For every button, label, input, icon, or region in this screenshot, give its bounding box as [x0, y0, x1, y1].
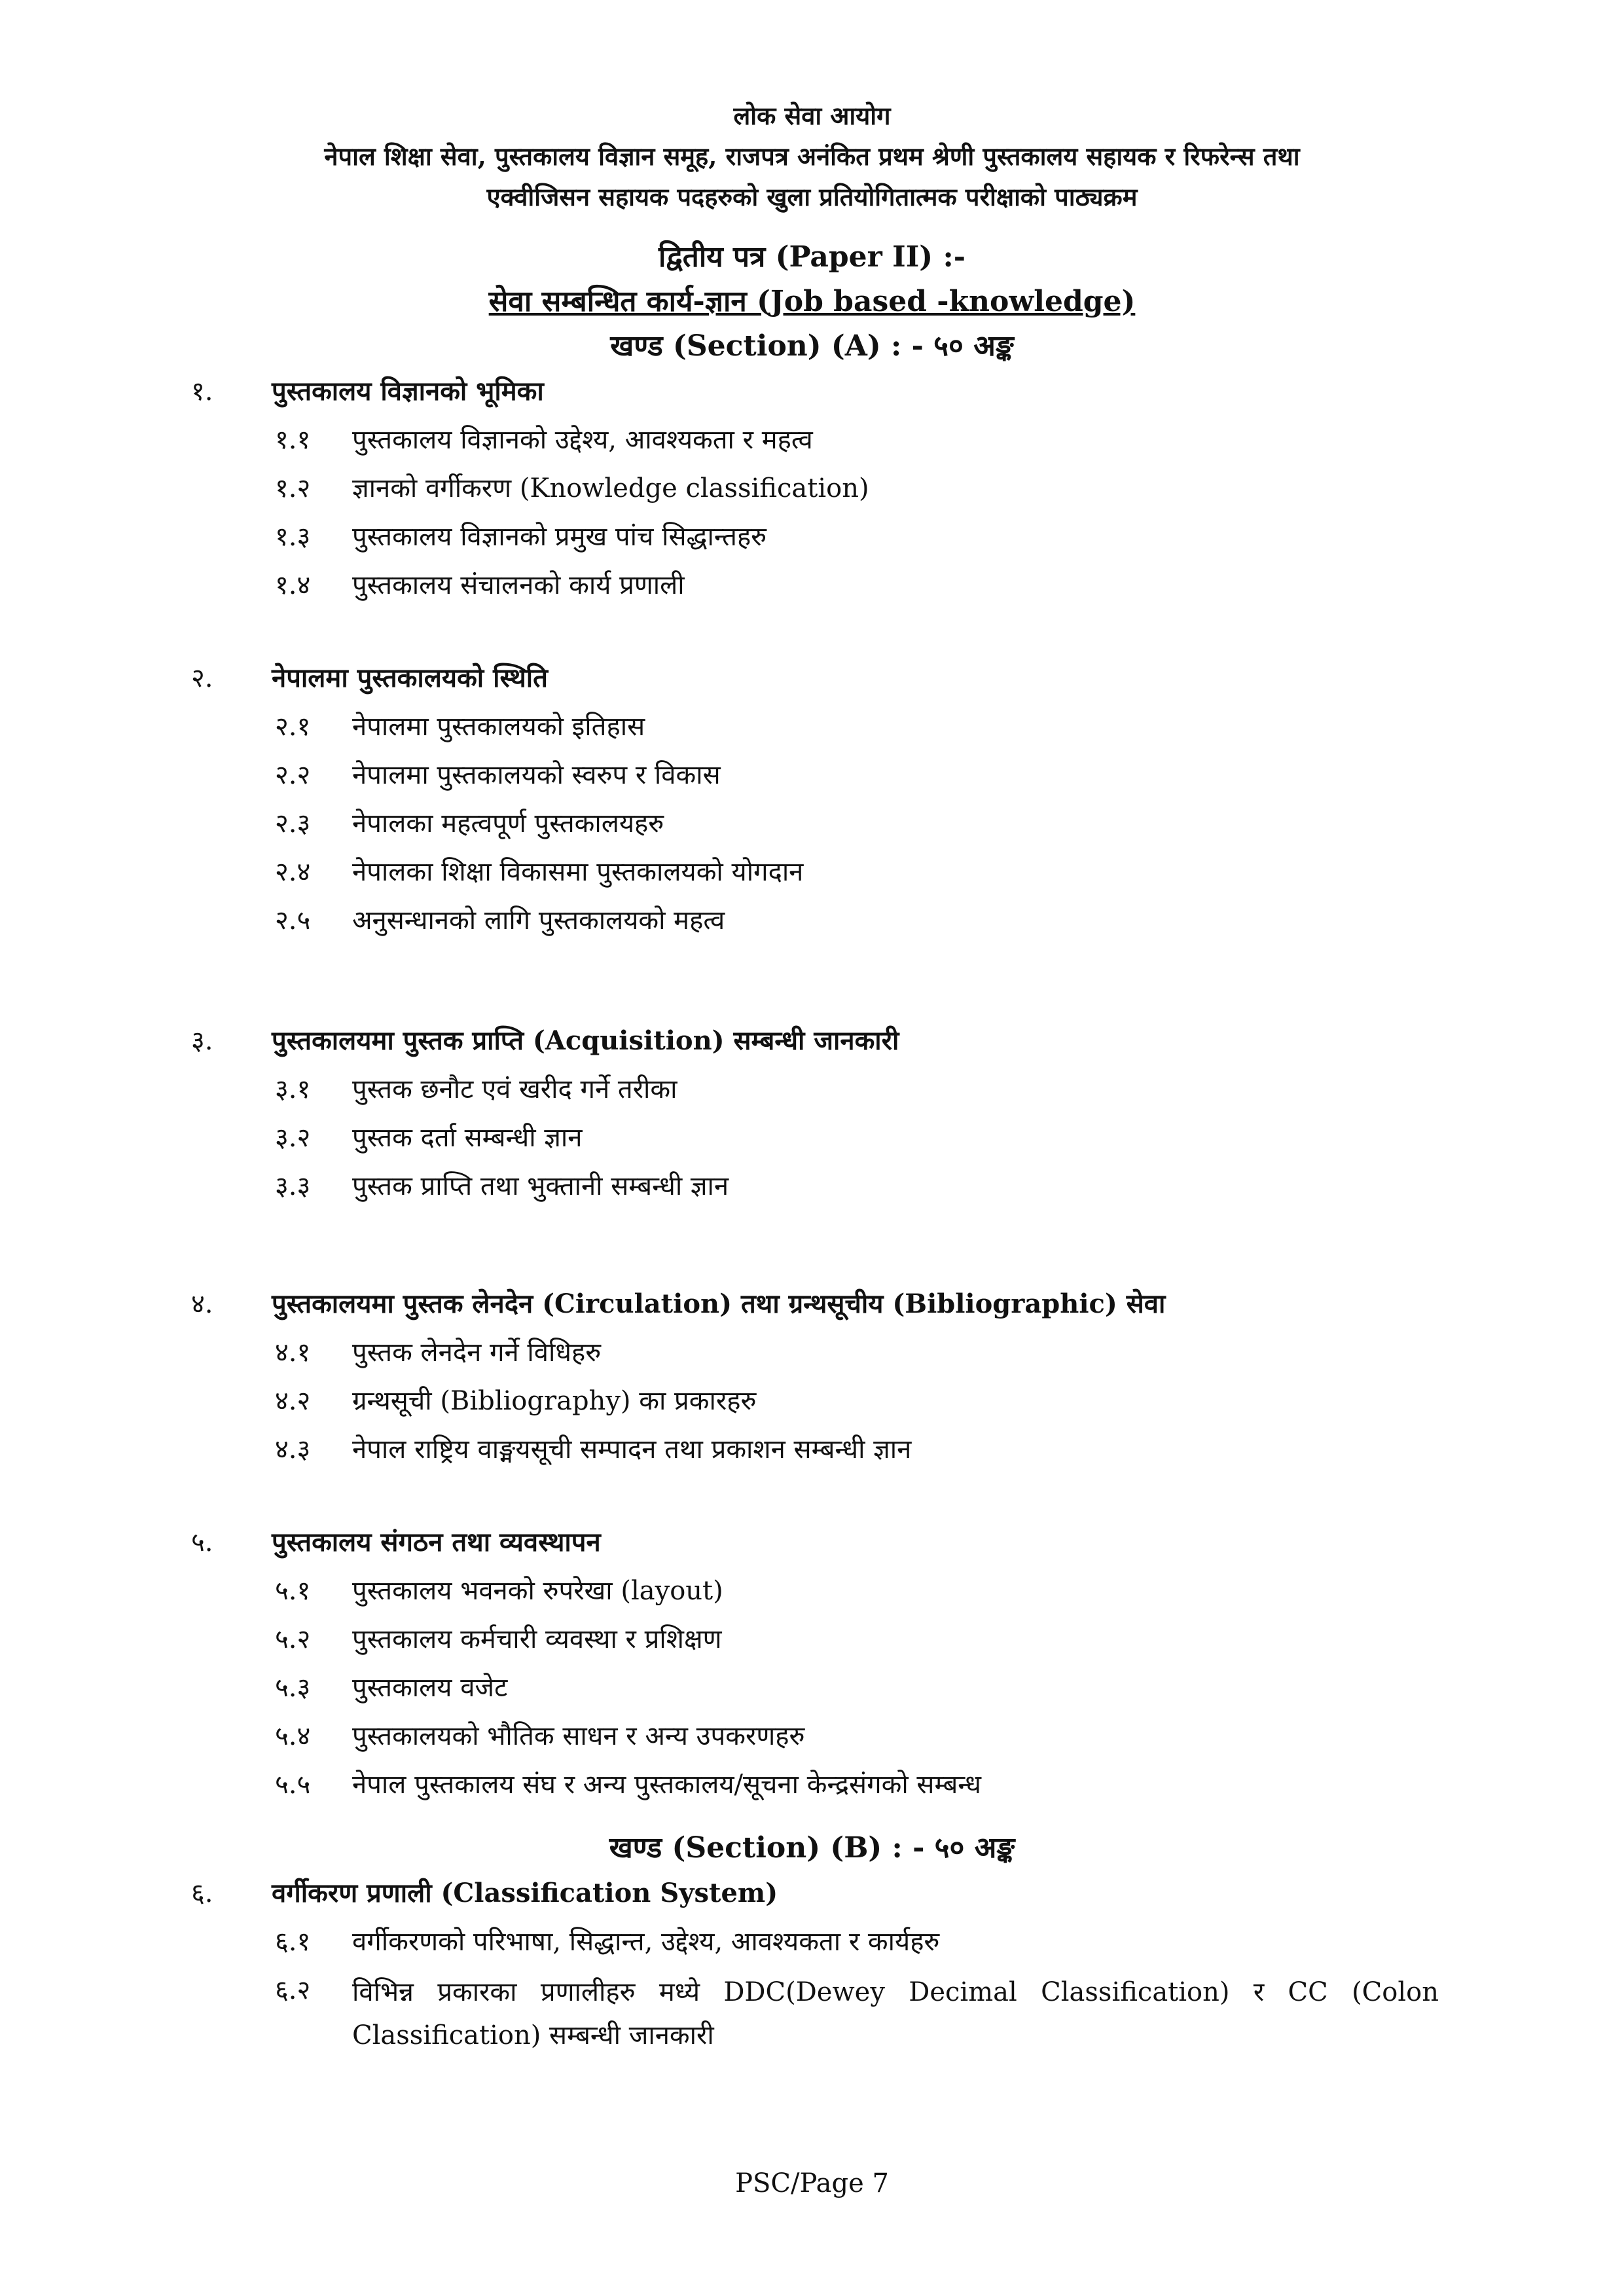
item-text: ग्रन्थसूची (Bibliography) का प्रकारहरु: [352, 1386, 757, 1416]
page-footer: PSC/Page 7: [735, 2168, 889, 2198]
section-number: ३.: [191, 1026, 213, 1056]
section-number: २.: [191, 663, 213, 693]
section-b-heading: खण्ड (Section) (B) : - ५० अङ्क: [609, 1831, 1015, 1865]
item-number: २.५: [275, 905, 311, 936]
item-number: ३.२: [275, 1123, 311, 1153]
item-number: १.४: [275, 570, 311, 600]
item-number: १.२: [275, 473, 311, 503]
item-text: अनुसन्धानको लागि पुस्तकालयको महत्व: [352, 905, 725, 936]
organization-title: लोक सेवा आयोग: [733, 101, 891, 130]
item-text: वर्गीकरणको परिभाषा, सिद्धान्त, उद्देश्य, आवश्यकता र कार्यहरु: [352, 1927, 940, 1957]
item-text: नेपालका महत्वपूर्ण पुस्तकालयहरु: [352, 809, 664, 839]
item-number: १.१: [275, 425, 311, 455]
item-text: पुस्तकालय भवनको रुपरेखा (layout): [352, 1576, 723, 1606]
item-text: नेपालमा पुस्तकालयको स्वरुप र विकास: [352, 760, 721, 790]
item-text: पुस्तकालय विज्ञानको उद्देश्य, आवश्यकता र महत्व: [352, 425, 813, 455]
syllabus-subtitle-line1: नेपाल शिक्षा सेवा, पुस्तकालय विज्ञान समूह, राजपत्र अनंकित प्रथम श्रेणी पुस्तकालय सहायक र रिफरेन्स तथा: [324, 141, 1300, 171]
section-a-heading: खण्ड (Section) (A) : - ५० अङ्क: [610, 329, 1014, 363]
item-number: २.१: [275, 712, 311, 742]
section-title: वर्गीकरण प्रणाली (Classification System): [272, 1878, 778, 1908]
section-number: १.: [191, 376, 213, 407]
item-text: नेपालमा पुस्तकालयको इतिहास: [352, 712, 645, 742]
item-text: विभिन्न प्रकारका प्रणालीहरु मध्ये DDC(Dewey Decimal Classification) र CC (Colon Classification) सम्बन्धी जानकारी: [352, 1977, 1439, 2050]
item-text: पुस्तक दर्ता सम्बन्धी ज्ञान: [352, 1123, 583, 1153]
section-title: पुस्तकालय संगठन तथा व्यवस्थापन: [272, 1527, 601, 1558]
item-text: पुस्तक लेनदेन गर्ने विधिहरु: [352, 1338, 602, 1368]
item-text: पुस्तक प्राप्ति तथा भुक्तानी सम्बन्धी ज्ञान: [352, 1171, 729, 1201]
item-text: पुस्तक छनौट एवं खरीद गर्ने तरीका: [352, 1074, 677, 1104]
section-title: पुस्तकालयमा पुस्तक प्राप्ति (Acquisition) सम्बन्धी जानकारी: [272, 1025, 899, 1056]
section-number: ४.: [191, 1289, 213, 1319]
item-text: पुस्तकालय संचालनको कार्य प्रणाली: [352, 570, 685, 600]
item-number: ५.५: [275, 1770, 311, 1800]
item-number: ४.१: [275, 1338, 311, 1368]
job-knowledge-title: सेवा सम्बन्धित कार्य-ज्ञान (Job based -knowledge): [488, 285, 1136, 318]
item-number: २.३: [275, 809, 311, 839]
item-text: नेपाल पुस्तकालय संघ र अन्य पुस्तकालय/सूचना केन्द्रसंगको सम्बन्ध: [352, 1770, 981, 1800]
item-number: ५.३: [275, 1673, 311, 1703]
item-text: पुस्तकालयको भौतिक साधन र अन्य उपकरणहरु: [352, 1721, 805, 1751]
item-number: ६.१: [275, 1927, 311, 1957]
item-text: नेपालका शिक्षा विकासमा पुस्तकालयको योगदान: [352, 857, 804, 887]
item-number: ५.१: [275, 1576, 311, 1606]
item-number: २.२: [275, 760, 311, 790]
section-number: ६.: [191, 1878, 213, 1908]
item-number: १.३: [275, 522, 311, 552]
item-number: ५.२: [275, 1624, 311, 1654]
item-text: पुस्तकालय विज्ञानको प्रमुख पांच सिद्धान्तहरु: [352, 522, 767, 552]
item-text: नेपाल राष्ट्रिय वाङ्मयसूची सम्पादन तथा प्रकाशन सम्बन्धी ज्ञान: [352, 1434, 912, 1465]
item-number: ५.४: [275, 1721, 311, 1751]
item-number: ६.२: [275, 1975, 311, 2005]
section-title: पुस्तकालय विज्ञानको भूमिका: [272, 376, 544, 407]
item-text: ज्ञानको वर्गीकरण (Knowledge classification): [352, 473, 869, 503]
section-title: नेपालमा पुस्तकालयको स्थिति: [272, 663, 548, 693]
item-number: ३.३: [275, 1171, 311, 1201]
item-text: पुस्तकालय वजेट: [352, 1673, 508, 1703]
item-number: ४.२: [275, 1386, 311, 1416]
section-number: ५.: [191, 1527, 213, 1558]
item-number: ३.१: [275, 1074, 311, 1104]
section-title: पुस्तकालयमा पुस्तक लेनदेन (Circulation) तथा ग्रन्थसूचीय (Bibliographic) सेवा: [272, 1288, 1166, 1319]
item-number: २.४: [275, 857, 311, 887]
item-text: पुस्तकालय कर्मचारी व्यवस्था र प्रशिक्षण: [352, 1624, 722, 1654]
item-number: ४.३: [275, 1434, 311, 1465]
syllabus-subtitle-line2: एक्वीजिसन सहायक पदहरुको खुला प्रतियोगितात्मक परीक्षाको पाठ्यक्रम: [486, 182, 1138, 211]
paper-title: द्वितीय पत्र (Paper II) :-: [659, 240, 965, 274]
